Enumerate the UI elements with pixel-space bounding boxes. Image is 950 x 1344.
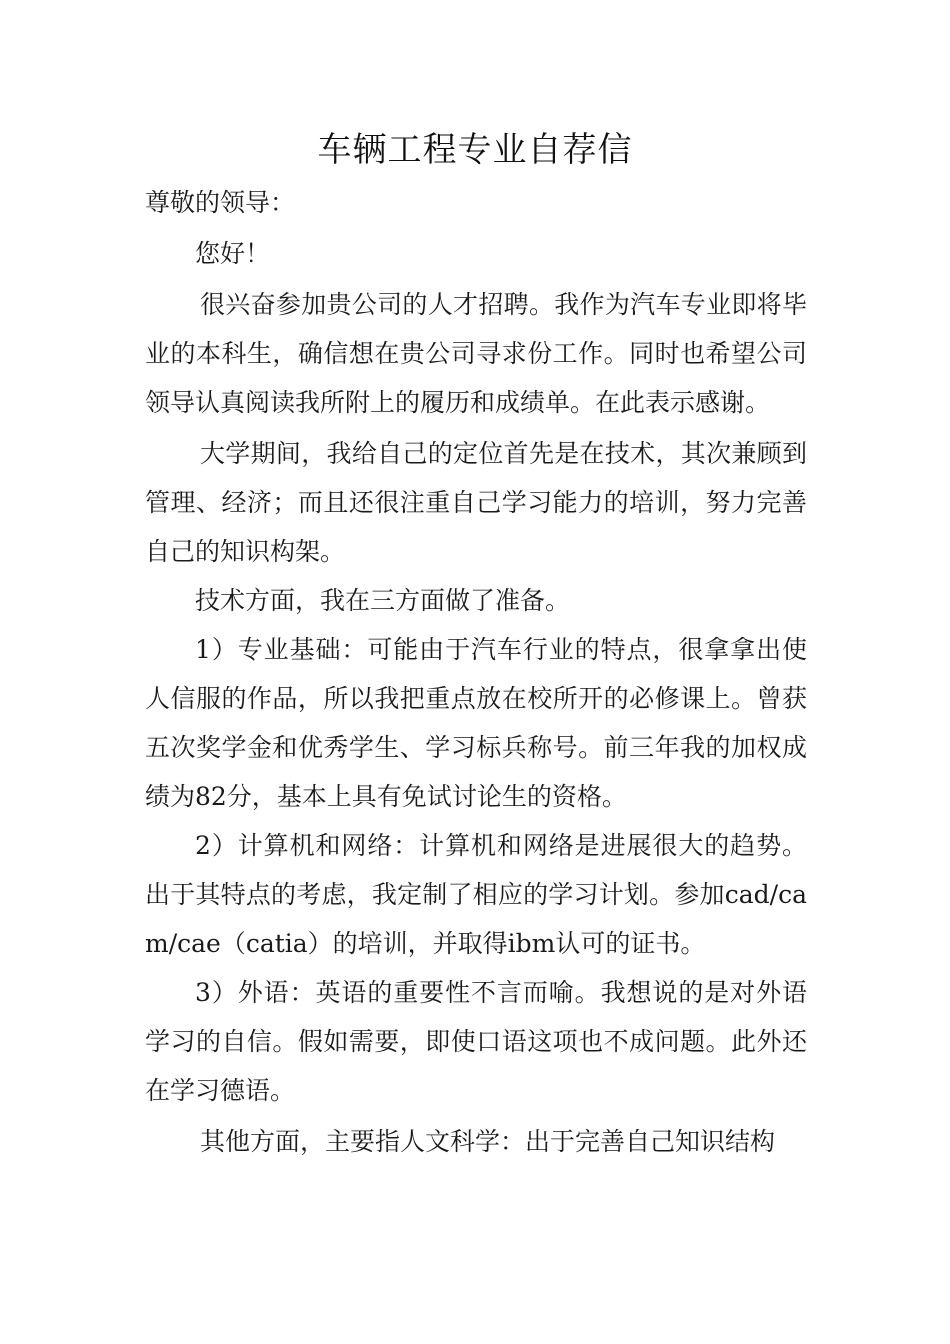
paragraph-humanities: 其他方面，主要指人文科学：出于完善自己知识结构 [200, 1127, 776, 1156]
paragraph-university: 大学期间，我给自己的定位首先是在技术，其次兼顾到管理、经济；而且还很注重自己学习能力的培训，努力完善自己的知识构架。 [145, 439, 807, 566]
paragraph-technology: 技术方面，我在三方面做了准备。 [195, 586, 571, 615]
letter-body [145, 178, 807, 1166]
paragraph-foreign-language: 3）外语：英语的重要性不言而喻。我想说的是对外语学习的自信。假如需要，即使口语这项也不成问题。此外还在学习德语。 [145, 978, 807, 1105]
paragraph-intro: 很兴奋参加贵公司的人才招聘。我作为汽车专业即将毕业的本科生，确信想在贵公司寻求份工作。同时也希望公司领导认真阅读我所附上的履历和成绩单。在此表示感谢。 [145, 290, 807, 417]
document-title: 车辆工程专业自荐信 [317, 130, 633, 170]
paragraph-professional-basis: 1）专业基础：可能由于汽车行业的特点，很拿拿出使人信服的作品，所以我把重点放在校所开的必修课上。曾获五次奖学金和优秀学生、学习标兵称号。前三年我的加权成绩为82分，基本上具有免试讨论生的资格。 [145, 635, 807, 811]
salutation: 尊敬的领导： [145, 188, 296, 217]
paragraph-computer-network: 2）计算机和网络：计算机和网络是进展很大的趋势。出于其特点的考虑，我定制了相应的学习计划。参加cad/cam/cae（catia）的培训，并取得ibm认可的证书。 [145, 831, 807, 958]
greeting: 您好！ [195, 239, 271, 268]
